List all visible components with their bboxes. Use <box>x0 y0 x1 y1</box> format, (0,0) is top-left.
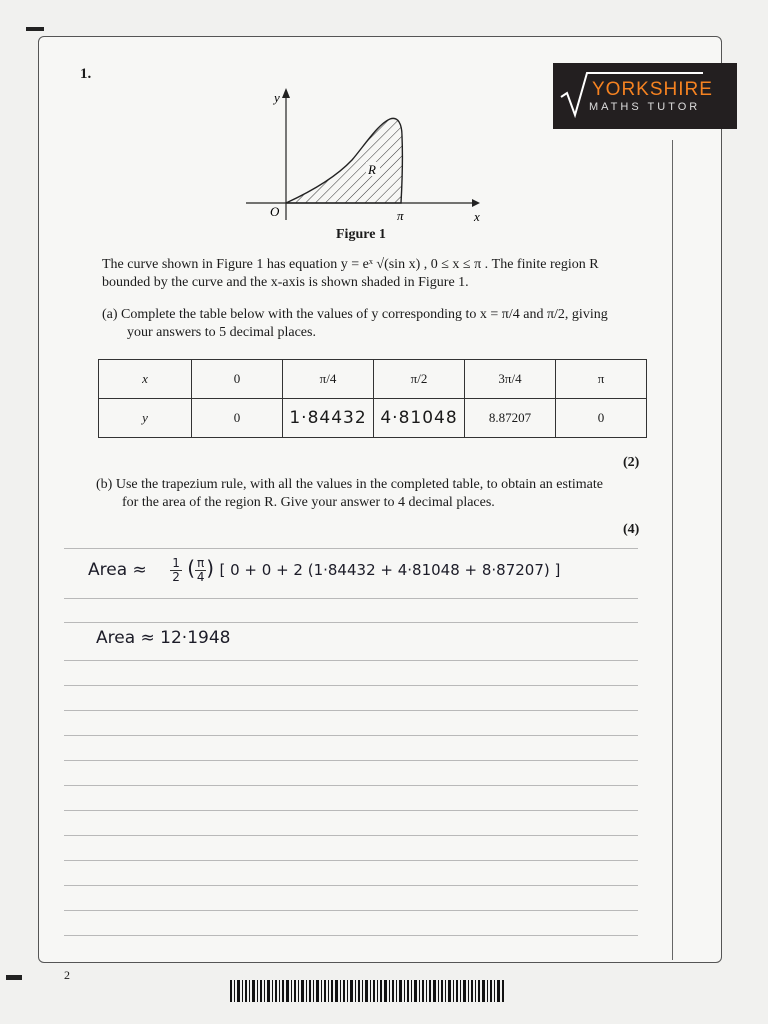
table-header-y: y <box>99 399 192 438</box>
x-axis-arrow-icon <box>472 199 480 207</box>
answer-line <box>64 910 638 911</box>
working-bracket-expression: [ 0 + 0 + 2 (1·84432 + 4·81048 + 8·87207) ] <box>219 561 561 579</box>
table-cell-x0: 0 <box>192 360 283 399</box>
y-axis-arrow-icon <box>282 88 290 98</box>
part-a-line-2: your answers to 5 decimal places. <box>127 325 316 340</box>
part-a-label: (a) <box>102 307 118 322</box>
table-cell-y1-handwritten: 1·84432 <box>283 399 374 438</box>
table-cell-y4: 0 <box>556 399 647 438</box>
answer-line <box>64 622 638 623</box>
question-number: 1. <box>80 66 92 82</box>
table-cell-y2-handwritten: 4·81048 <box>374 399 465 438</box>
answer-line <box>64 735 638 736</box>
answer-line <box>64 710 638 711</box>
figure-caption: Figure 1 <box>336 227 386 242</box>
working-line-1: Area ≈ $\frac{1}{2}$ ( $\frac{\pi}{4}$ ) [ 0 + 0 + 2 (1·84432 + 4·81048 + 8·87207) ] <box>88 555 561 584</box>
values-table <box>98 359 647 438</box>
part-a-marks: (2) <box>623 455 640 470</box>
registration-mark-bottom <box>6 975 22 980</box>
part-b-text <box>96 476 656 512</box>
table-row-x <box>99 360 647 399</box>
part-a-text <box>102 306 662 342</box>
barcode-icon <box>230 980 506 1006</box>
intro-line-1: The curve shown in Figure 1 has equation y = eˣ √(sin x) , 0 ≤ x ≤ π . The finite region R <box>102 257 599 272</box>
y-axis-label: y <box>274 90 280 105</box>
answer-line <box>64 685 638 686</box>
working-line-2: Area ≈ 12·1948 <box>96 628 231 648</box>
question-intro <box>102 256 662 292</box>
answer-line <box>64 598 638 599</box>
half-fraction <box>170 557 182 584</box>
part-b-line-2: for the area of the region R. Give your answer to 4 decimal places. <box>122 495 495 510</box>
x-axis-label: x <box>474 209 480 224</box>
shaded-region-r <box>286 118 402 203</box>
answer-line <box>64 860 638 861</box>
answer-line <box>64 785 638 786</box>
table-header-x: x <box>99 360 192 399</box>
part-b-label: (b) <box>96 477 113 492</box>
table-cell-x2: π/2 <box>374 360 465 399</box>
table-cell-y3: 8.87207 <box>465 399 556 438</box>
table-cell-x3: 3π/4 <box>465 360 556 399</box>
region-label: R <box>368 162 376 177</box>
table-cell-y0: 0 <box>192 399 283 438</box>
answer-line <box>64 660 638 661</box>
logo-line-1: YORKSHIRE <box>592 79 713 100</box>
table-cell-x4: π <box>556 360 647 399</box>
answer-line <box>64 935 638 936</box>
h-denominator: 4 <box>196 569 205 584</box>
part-b-line-1: Use the trapezium rule, with all the values in the completed table, to obtain an estimate <box>115 477 603 492</box>
margin-line <box>672 140 673 960</box>
intro-line-2: bounded by the curve and the x-axis is shown shaded in Figure 1. <box>102 275 469 290</box>
figure-1-graph <box>240 80 500 230</box>
part-b-marks: (4) <box>623 522 640 537</box>
answer-line <box>64 885 638 886</box>
logo-line-2: MATHS TUTOR <box>589 101 701 113</box>
table-cell-x1: π/4 <box>283 360 374 399</box>
working-area-prefix: Area ≈ <box>88 560 147 580</box>
table-row-y <box>99 399 647 438</box>
registration-mark-top <box>26 27 44 31</box>
pi-tick-label: π <box>397 208 404 223</box>
half-numerator: 1 <box>172 555 180 570</box>
part-a-line-1: Complete the table below with the values of y corresponding to x = π/4 and π/2, giving <box>121 307 608 322</box>
answer-line <box>64 810 638 811</box>
half-denominator: 2 <box>172 569 180 584</box>
h-fraction <box>195 557 206 584</box>
answer-line <box>64 548 638 549</box>
answer-line <box>64 760 638 761</box>
answer-line <box>64 835 638 836</box>
h-numerator: π <box>197 555 205 570</box>
origin-label: O <box>270 204 280 219</box>
page-number: 2 <box>64 968 70 982</box>
